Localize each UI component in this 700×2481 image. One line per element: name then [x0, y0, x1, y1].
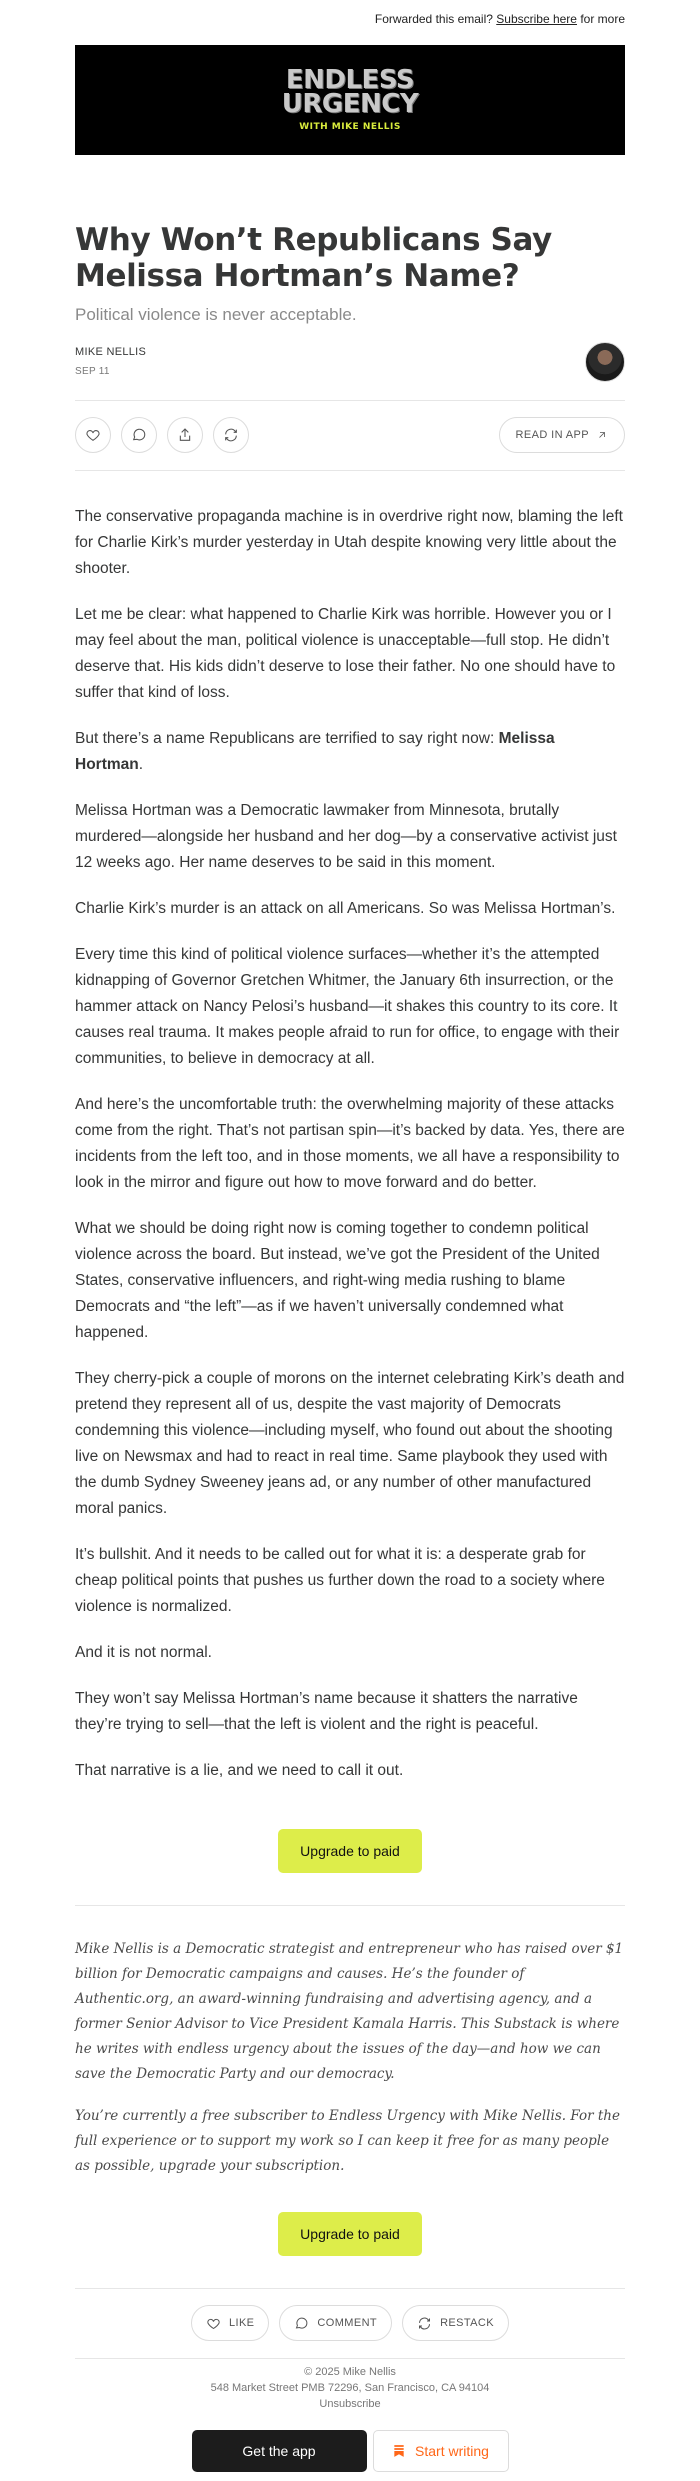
unsubscribe-link[interactable]: Unsubscribe	[319, 2398, 381, 2410]
restack-icon	[417, 2316, 432, 2331]
paragraph-text: But there’s a name Republicans are terrified to say right now:	[75, 730, 499, 747]
paragraph: Let me be clear: what happened to Charlie Kirk was horrible. However you or I may feel about the man, political violence is unacceptable—full stop. He didn’t deserve that. His kids didn’t deserve to lose their father. No one should have to suffer that kind of loss.	[75, 606, 616, 701]
paragraph: They cherry-pick a couple of morons on the internet celebrating Kirk’s death and pretend they represent all of us, despite the vast majority of Democrats condemning this violence—including myself, who found out about the shooting live on Newsmax and had to react in real time. Same playbook they used with the dumb Sydney Sweeney jeans ad, or any number of other manufactured moral panics.	[75, 1370, 625, 1517]
author-bio: Mike Nellis is a Democratic strategist and entrepreneur who has raised over $1 billion for Democratic campaigns and causes. He’s the founder of Authentic.org, an award-winning fundraising and advertising agency, and a former Senior Advisor to Vice President Kamala Harris. This Substack is where he writes with endless urgency about the issues of the day—and how we can save the Democratic Party and our democracy.	[75, 1941, 624, 2082]
copyright-block	[75, 2364, 625, 2412]
paragraph: It’s bullshit. And it needs to be called out for what it is: a desperate grab for cheap political points that pushes us further down the road to a society where violence is normalized.	[75, 1546, 605, 1615]
paragraph-text: .	[138, 756, 144, 773]
upgrade-to-paid-button-footer[interactable]: Upgrade to paid	[278, 2212, 422, 2256]
upgrade-to-paid-button[interactable]: Upgrade to paid	[278, 1829, 422, 1873]
subscriber-note: You’re currently a free subscriber to Endless Urgency with Mike Nellis. For the full experience or to support my work so I can keep it free for as many people as possible, upgrade your subscription.	[75, 2108, 620, 2174]
start-writing-button[interactable]	[373, 2430, 509, 2472]
get-the-app-button[interactable]: Get the app	[192, 2430, 367, 2472]
subscribe-link[interactable]: Subscribe here	[496, 12, 577, 26]
post-date: SEP 11	[75, 366, 110, 377]
author-avatar[interactable]	[585, 342, 625, 382]
like-button[interactable]	[75, 417, 111, 453]
paragraph: The conservative propaganda machine is in overdrive right now, blaming the left for Charlie Kirk’s murder yesterday in Utah despite knowing very little about the shooter.	[75, 508, 623, 577]
heart-icon	[85, 427, 101, 443]
logo-line-1: ENDLESS	[285, 65, 415, 95]
logo-subtitle: WITH MIKE NELLIS	[299, 122, 401, 132]
app-buttons	[75, 2430, 625, 2472]
paragraph	[75, 726, 625, 778]
paragraph: And here’s the uncomfortable truth: the overwhelming majority of these attacks come from the right. That’s not partisan spin—it’s backed by data. Yes, there are incidents from the left too, and in those moments, we all have a responsibility to look in the mirror and figure out how to move forward and do better.	[75, 1096, 625, 1191]
paragraph: Charlie Kirk’s murder is an attack on all Americans. So was Melissa Hortman’s.	[75, 900, 616, 917]
paragraph: Every time this kind of political violence surfaces—whether it’s the attempted kidnapping of Governor Gretchen Whitmer, the January 6th insurrection, or the hammer attack on Nancy Pelosi’s husband—it shakes this country to its core. It causes real trauma. It makes people afraid to run for office, to engage with their communities, to believe in democracy at all.	[75, 946, 620, 1067]
share-button[interactable]	[167, 417, 203, 453]
heart-icon	[206, 2316, 221, 2331]
divider	[75, 470, 625, 471]
post-body	[75, 504, 625, 1804]
post-subtitle: Political violence is never acceptable.	[75, 305, 357, 324]
start-writing-label: Start writing	[415, 2443, 489, 2459]
read-in-app-button[interactable]	[499, 417, 625, 453]
paragraph: They won’t say Melissa Hortman’s name because it shatters the narrative they’re trying to sell—that the left is violent and the right is peaceful.	[75, 1690, 578, 1733]
divider	[75, 400, 625, 401]
author-name[interactable]: MIKE NELLIS	[75, 346, 147, 358]
divider	[75, 1905, 625, 1906]
paragraph: That narrative is a lie, and we need to call it out.	[75, 1762, 404, 1779]
comment-icon	[294, 2316, 309, 2331]
engagement-bar	[75, 2305, 625, 2341]
address-line: 548 Market Street PMB 72296, San Francisco, CA 94104	[210, 2382, 490, 2394]
comment-label: COMMENT	[317, 2317, 378, 2329]
post-title[interactable]: Why Won’t Republicans Say Melissa Hortman’s Name?	[75, 222, 552, 294]
logo-line-2: URGENCY	[281, 89, 419, 119]
bookmark-icon	[392, 2444, 406, 2458]
copyright-line: © 2025 Mike Nellis	[304, 2366, 396, 2378]
comment-pill-button[interactable]	[279, 2305, 392, 2341]
divider	[75, 2288, 625, 2289]
forward-suffix: for more	[576, 12, 625, 26]
publication-banner[interactable]	[75, 45, 625, 155]
post-action-bar	[75, 417, 625, 453]
comment-icon	[131, 427, 147, 443]
share-icon	[177, 427, 193, 443]
like-label: LIKE	[228, 2317, 255, 2329]
author-footer	[75, 1937, 625, 2196]
paragraph: And it is not normal.	[75, 1644, 212, 1661]
arrow-up-right-icon	[596, 429, 608, 441]
restack-icon	[223, 427, 239, 443]
restack-button[interactable]	[213, 417, 249, 453]
restack-label: RESTACK	[440, 2317, 495, 2329]
read-in-app-label: READ IN APP	[515, 429, 589, 441]
divider	[75, 2358, 625, 2359]
comment-button[interactable]	[121, 417, 157, 453]
paragraph: What we should be doing right now is coming together to condemn political violence across the board. But instead, we’ve got the President of the United States, conservative influencers, and right-wing media rushing to blame Democrats and “the left”—as if we haven’t universally condemned what happened.	[75, 1220, 600, 1341]
restack-pill-button[interactable]	[402, 2305, 509, 2341]
forward-prefix: Forwarded this email?	[374, 12, 497, 26]
bold-name: Melissa Hortman	[75, 730, 555, 773]
forward-notice	[375, 12, 625, 26]
like-pill-button[interactable]	[191, 2305, 269, 2341]
paragraph: Melissa Hortman was a Democratic lawmaker from Minnesota, brutally murdered—alongside her husband and her dog—by a conservative activist just 12 weeks ago. Her name deserves to be said in this moment.	[75, 802, 617, 871]
